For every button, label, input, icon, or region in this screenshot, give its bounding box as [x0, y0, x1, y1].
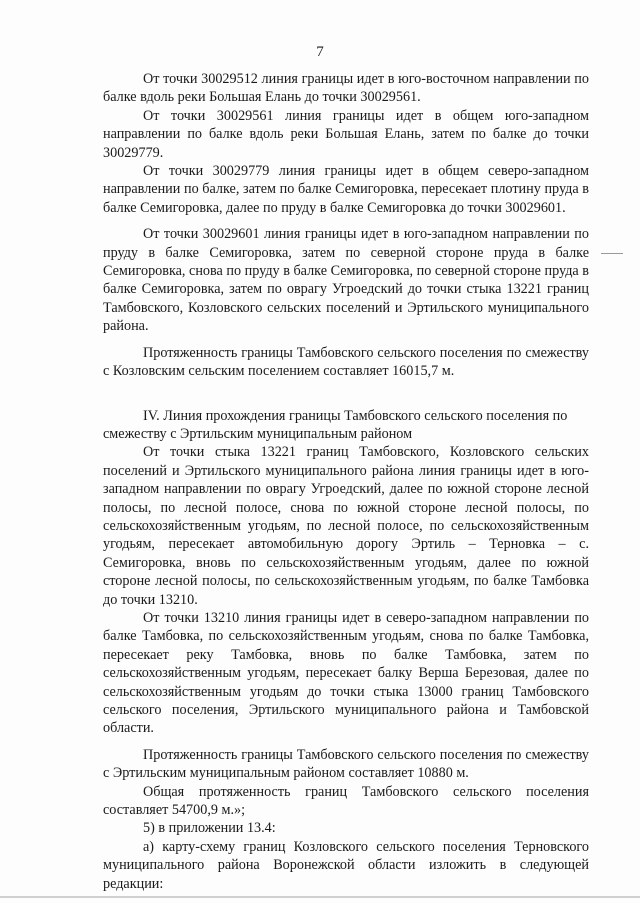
paragraph-total-length: Общая протяженность границ Тамбовского сельского поселения составляет 54700,9 м.»;: [103, 783, 589, 819]
paragraph-point-30029512: От точки 30029512 линия границы идет в юго-восточном направлении по балке вдоль реки Большая Елань до точки 30029561.: [103, 71, 589, 106]
paragraph-length-ertil: Протяженность границы Тамбовского сельского поселения по смежеству с Эртильским муниципальным районом составляет 10880 м.: [103, 746, 589, 782]
paragraph-length-kozlovskoe: Протяженность границы Тамбовского сельского поселения по смежеству с Козловским сельским поселением составляет 16015,7 м.: [103, 344, 589, 380]
section-heading-iv: IV. Линия прохождения границы Тамбовского сельского поселения по смежеству с Эртильским муниципальным районом: [103, 407, 568, 442]
paragraph-appendix-item: 5) в приложении 13.4:: [143, 820, 276, 837]
paragraph-point-30029561: От точки 30029561 линия границы идет в общем юго-западном направлении по балке вдоль реки Большая Елань, затем по балке до точки 30029779.: [103, 107, 589, 161]
page-bottom-edge: [0, 896, 640, 898]
page-number: 7: [316, 44, 324, 60]
scan-artifact-line: [601, 253, 623, 254]
document-body: [103, 70, 589, 893]
paragraph-point-13210: От точки 13210 линия границы идет в северо-западном направлении по балке Тамбовка, по сельскохозяйственным угодьям, снова по балке Тамбовка, пересекает реку Тамбовка, вновь по балке Тамбовка, затем по сельскохозяйственным угодьям, пересекает балку Верша Березовая, далее по сельскохозяйственным угодьям до точки стыка 13000 границ Тамбовского сельского поселения, Эртильского муниципального района и Тамбовской области.: [103, 609, 589, 737]
paragraph-map-scheme: а) карту-схему границ Козловского сельского поселения Терновского муниципального района Воронежской области изложить в следующей редакции:: [103, 838, 589, 892]
paragraph-point-30029779: От точки 30029779 линия границы идет в общем северо-западном направлении по балке, затем по балке Семигоровка, пересекает плотину пруда в балке Семигоровка, далее по пруду в балке Семигоровка до точки 30029601.: [103, 163, 589, 216]
paragraph-point-30029601: От точки 30029601 линия границы идет в юго-западном направлении по пруду в балке Семигоровка, затем по северной стороне пруда в балке Семигоровка, снова по пруду в балке Семигоровка, по северной стороне пруда в балке Семигоровка, затем по оврагу Угроедский до точки стыка 13221 границ Тамбовского, Козловского сельских поселений и Эртильского муниципального района.: [103, 226, 589, 335]
paragraph-point-13221: От точки стыка 13221 границ Тамбовского, Козловского сельских поселений и Эртильского муниципального района линия границы идет в юго-западном направлении по оврагу Угроедский, далее по южной стороне лесной полосы, по лесной полосе, снова по южной стороне лесной полосы, по сельскохозяйственным угодьям, по лесной полосе, по сельскохозяйственным угодьям, пересекает автомобильную дорогу Эртиль – Терновка – с. Семигоровка, вновь по сельскохозяйственным угодьям, далее по южной стороне лесной полосы, по сельскохозяйственным угодьям, по балке Тамбовка до точки 13210.: [103, 444, 589, 608]
